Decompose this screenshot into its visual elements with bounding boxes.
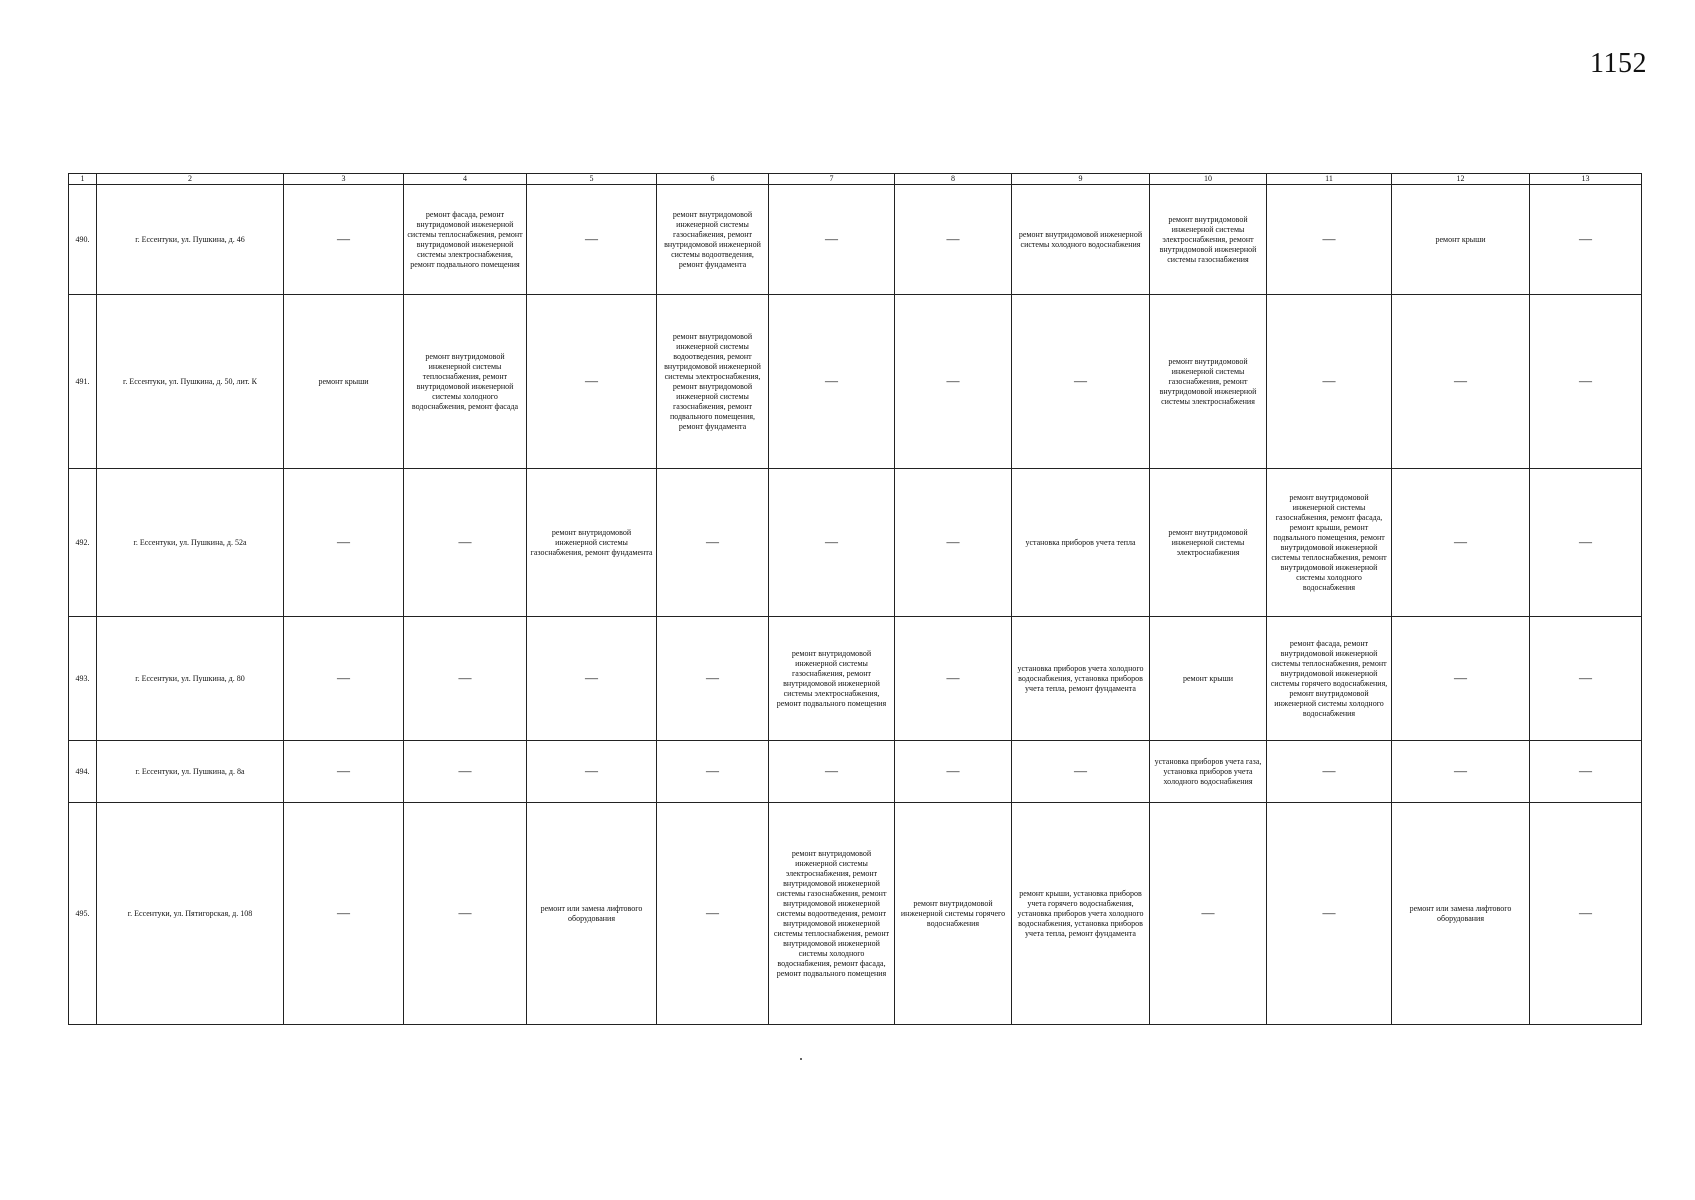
table-cell: установка приборов учета тепла [1012,469,1150,617]
table-cell: — [1392,469,1530,617]
table-row [69,295,1642,469]
address-cell: г. Ессентуки, ул. Пятигорская, д. 108 [97,803,284,1025]
row-number: 495. [69,803,97,1025]
table-cell: ремонт внутридомовой инженерной системы холодного водоснабжения [1012,185,1150,295]
table-cell: — [1267,185,1392,295]
address-cell: г. Ессентуки, ул. Пушкина, д. 46 [97,185,284,295]
column-header: 12 [1392,174,1530,185]
table-cell: — [527,741,657,803]
table-cell: — [284,469,404,617]
table-cell: установка приборов учета холодного водоснабжения, установка приборов учета тепла, ремонт фундамента [1012,617,1150,741]
table-cell: — [769,185,895,295]
table-cell: — [1530,469,1642,617]
row-number: 493. [69,617,97,741]
address-cell: г. Ессентуки, ул. Пушкина, д. 80 [97,617,284,741]
table-cell: — [895,617,1012,741]
table-cell: — [527,295,657,469]
table-cell: — [657,741,769,803]
row-number: 492. [69,469,97,617]
address-cell: г. Ессентуки, ул. Пушкина, д. 50, лит. К [97,295,284,469]
table-cell: — [284,617,404,741]
column-number-row [69,174,1642,185]
table-cell: — [284,185,404,295]
table-cell: ремонт внутридомовой инженерной системы теплоснабжения, ремонт внутридомовой инженерной системы холодного водоснабжения, ремонт фасада [404,295,527,469]
column-header: 3 [284,174,404,185]
address-cell: г. Ессентуки, ул. Пушкина, д. 8а [97,741,284,803]
table-row [69,185,1642,295]
table-cell: — [769,295,895,469]
row-number: 491. [69,295,97,469]
table-cell: — [895,741,1012,803]
table-cell: ремонт внутридомовой инженерной системы электроснабжения, ремонт внутридомовой инженерной системы газоснабжения, ремонт внутридомовой инженерной системы водоотведения, ремонт внутридомовой инженерной системы теплоснабжения, ремонт внутридомовой инженерной системы холодного водоснабжения, ремонт фасада, ремонт подвального помещения [769,803,895,1025]
table-cell: ремонт внутридомовой инженерной системы газоснабжения, ремонт внутридомовой инженерной системы электроснабжения, ремонт подвального помещения [769,617,895,741]
table-cell: — [527,185,657,295]
table-cell: — [1530,741,1642,803]
column-header: 10 [1150,174,1267,185]
table-cell: ремонт внутридомовой инженерной системы газоснабжения, ремонт фундамента [527,469,657,617]
column-header: 5 [527,174,657,185]
table-cell: — [404,741,527,803]
table-cell: ремонт внутридомовой инженерной системы электроснабжения [1150,469,1267,617]
address-cell: г. Ессентуки, ул. Пушкина, д. 52а [97,469,284,617]
table-row [69,741,1642,803]
table-cell: — [895,295,1012,469]
table-cell: — [769,469,895,617]
table-cell: ремонт внутридомовой инженерной системы электроснабжения, ремонт внутридомовой инженерной системы газоснабжения [1150,185,1267,295]
column-header: 9 [1012,174,1150,185]
table-cell: — [1530,617,1642,741]
table-cell: — [657,469,769,617]
table-row [69,803,1642,1025]
row-number: 490. [69,185,97,295]
column-header: 4 [404,174,527,185]
table-cell: — [1530,803,1642,1025]
table-cell: — [1267,741,1392,803]
table-cell: — [404,803,527,1025]
table-cell: — [1012,741,1150,803]
table-cell: — [404,617,527,741]
table-cell: ремонт крыши [1392,185,1530,295]
table-cell: — [1150,803,1267,1025]
table-cell: — [284,741,404,803]
table-cell: ремонт внутридомовой инженерной системы газоснабжения, ремонт внутридомовой инженерной системы водоотведения, ремонт фундамента [657,185,769,295]
table-cell: ремонт или замена лифтового оборудования [527,803,657,1025]
table-cell: ремонт внутридомовой инженерной системы газоснабжения, ремонт внутридомовой инженерной системы электроснабжения [1150,295,1267,469]
table-cell: — [1267,803,1392,1025]
table-cell: — [1392,295,1530,469]
table-cell: ремонт фасада, ремонт внутридомовой инженерной системы теплоснабжения, ремонт внутридомовой инженерной системы электроснабжения, ремонт подвального помещения [404,185,527,295]
column-header: 6 [657,174,769,185]
column-header: 1 [69,174,97,185]
table-cell: — [404,469,527,617]
table-cell: установка приборов учета газа, установка приборов учета холодного водоснабжения [1150,741,1267,803]
page-number: 1152 [1590,48,1647,79]
table-cell: — [895,469,1012,617]
table-cell: ремонт или замена лифтового оборудования [1392,803,1530,1025]
row-number: 494. [69,741,97,803]
table-cell: — [1530,295,1642,469]
table-cell: — [1012,295,1150,469]
table-cell: ремонт фасада, ремонт внутридомовой инженерной системы теплоснабжения, ремонт внутридомовой инженерной системы горячего водоснабжения, ремонт внутридомовой инженерной системы холодного водоснабжения [1267,617,1392,741]
table-cell: — [284,803,404,1025]
table-row [69,469,1642,617]
column-header: 7 [769,174,895,185]
table-cell: ремонт крыши [284,295,404,469]
table-cell: ремонт крыши [1150,617,1267,741]
table-cell: — [1267,295,1392,469]
table-cell: ремонт внутридомовой инженерной системы горячего водоснабжения [895,803,1012,1025]
table-cell: — [527,617,657,741]
table-cell: ремонт внутридомовой инженерной системы водоотведения, ремонт внутридомовой инженерной системы электроснабжения, ремонт внутридомовой инженерной системы газоснабжения, ремонт подвального помещения, ремонт фундамента [657,295,769,469]
column-header: 13 [1530,174,1642,185]
table-cell: — [657,617,769,741]
table-cell: — [657,803,769,1025]
table-cell: — [1392,741,1530,803]
scan-speck [800,1058,802,1060]
column-header: 11 [1267,174,1392,185]
table-cell: — [1530,185,1642,295]
repair-schedule-table [68,173,1642,1025]
column-header: 8 [895,174,1012,185]
table-cell: ремонт крыши, установка приборов учета горячего водоснабжения, установка приборов учета холодного водоснабжения, установка приборов учета тепла, ремонт фундамента [1012,803,1150,1025]
table-cell: — [769,741,895,803]
table-row [69,617,1642,741]
table-cell: ремонт внутридомовой инженерной системы газоснабжения, ремонт фасада, ремонт крыши, ремонт подвального помещения, ремонт внутридомовой инженерной системы теплоснабжения, ремонт внутридомовой инженерной системы холодного водоснабжения [1267,469,1392,617]
column-header: 2 [97,174,284,185]
table-cell: — [895,185,1012,295]
table-cell: — [1392,617,1530,741]
